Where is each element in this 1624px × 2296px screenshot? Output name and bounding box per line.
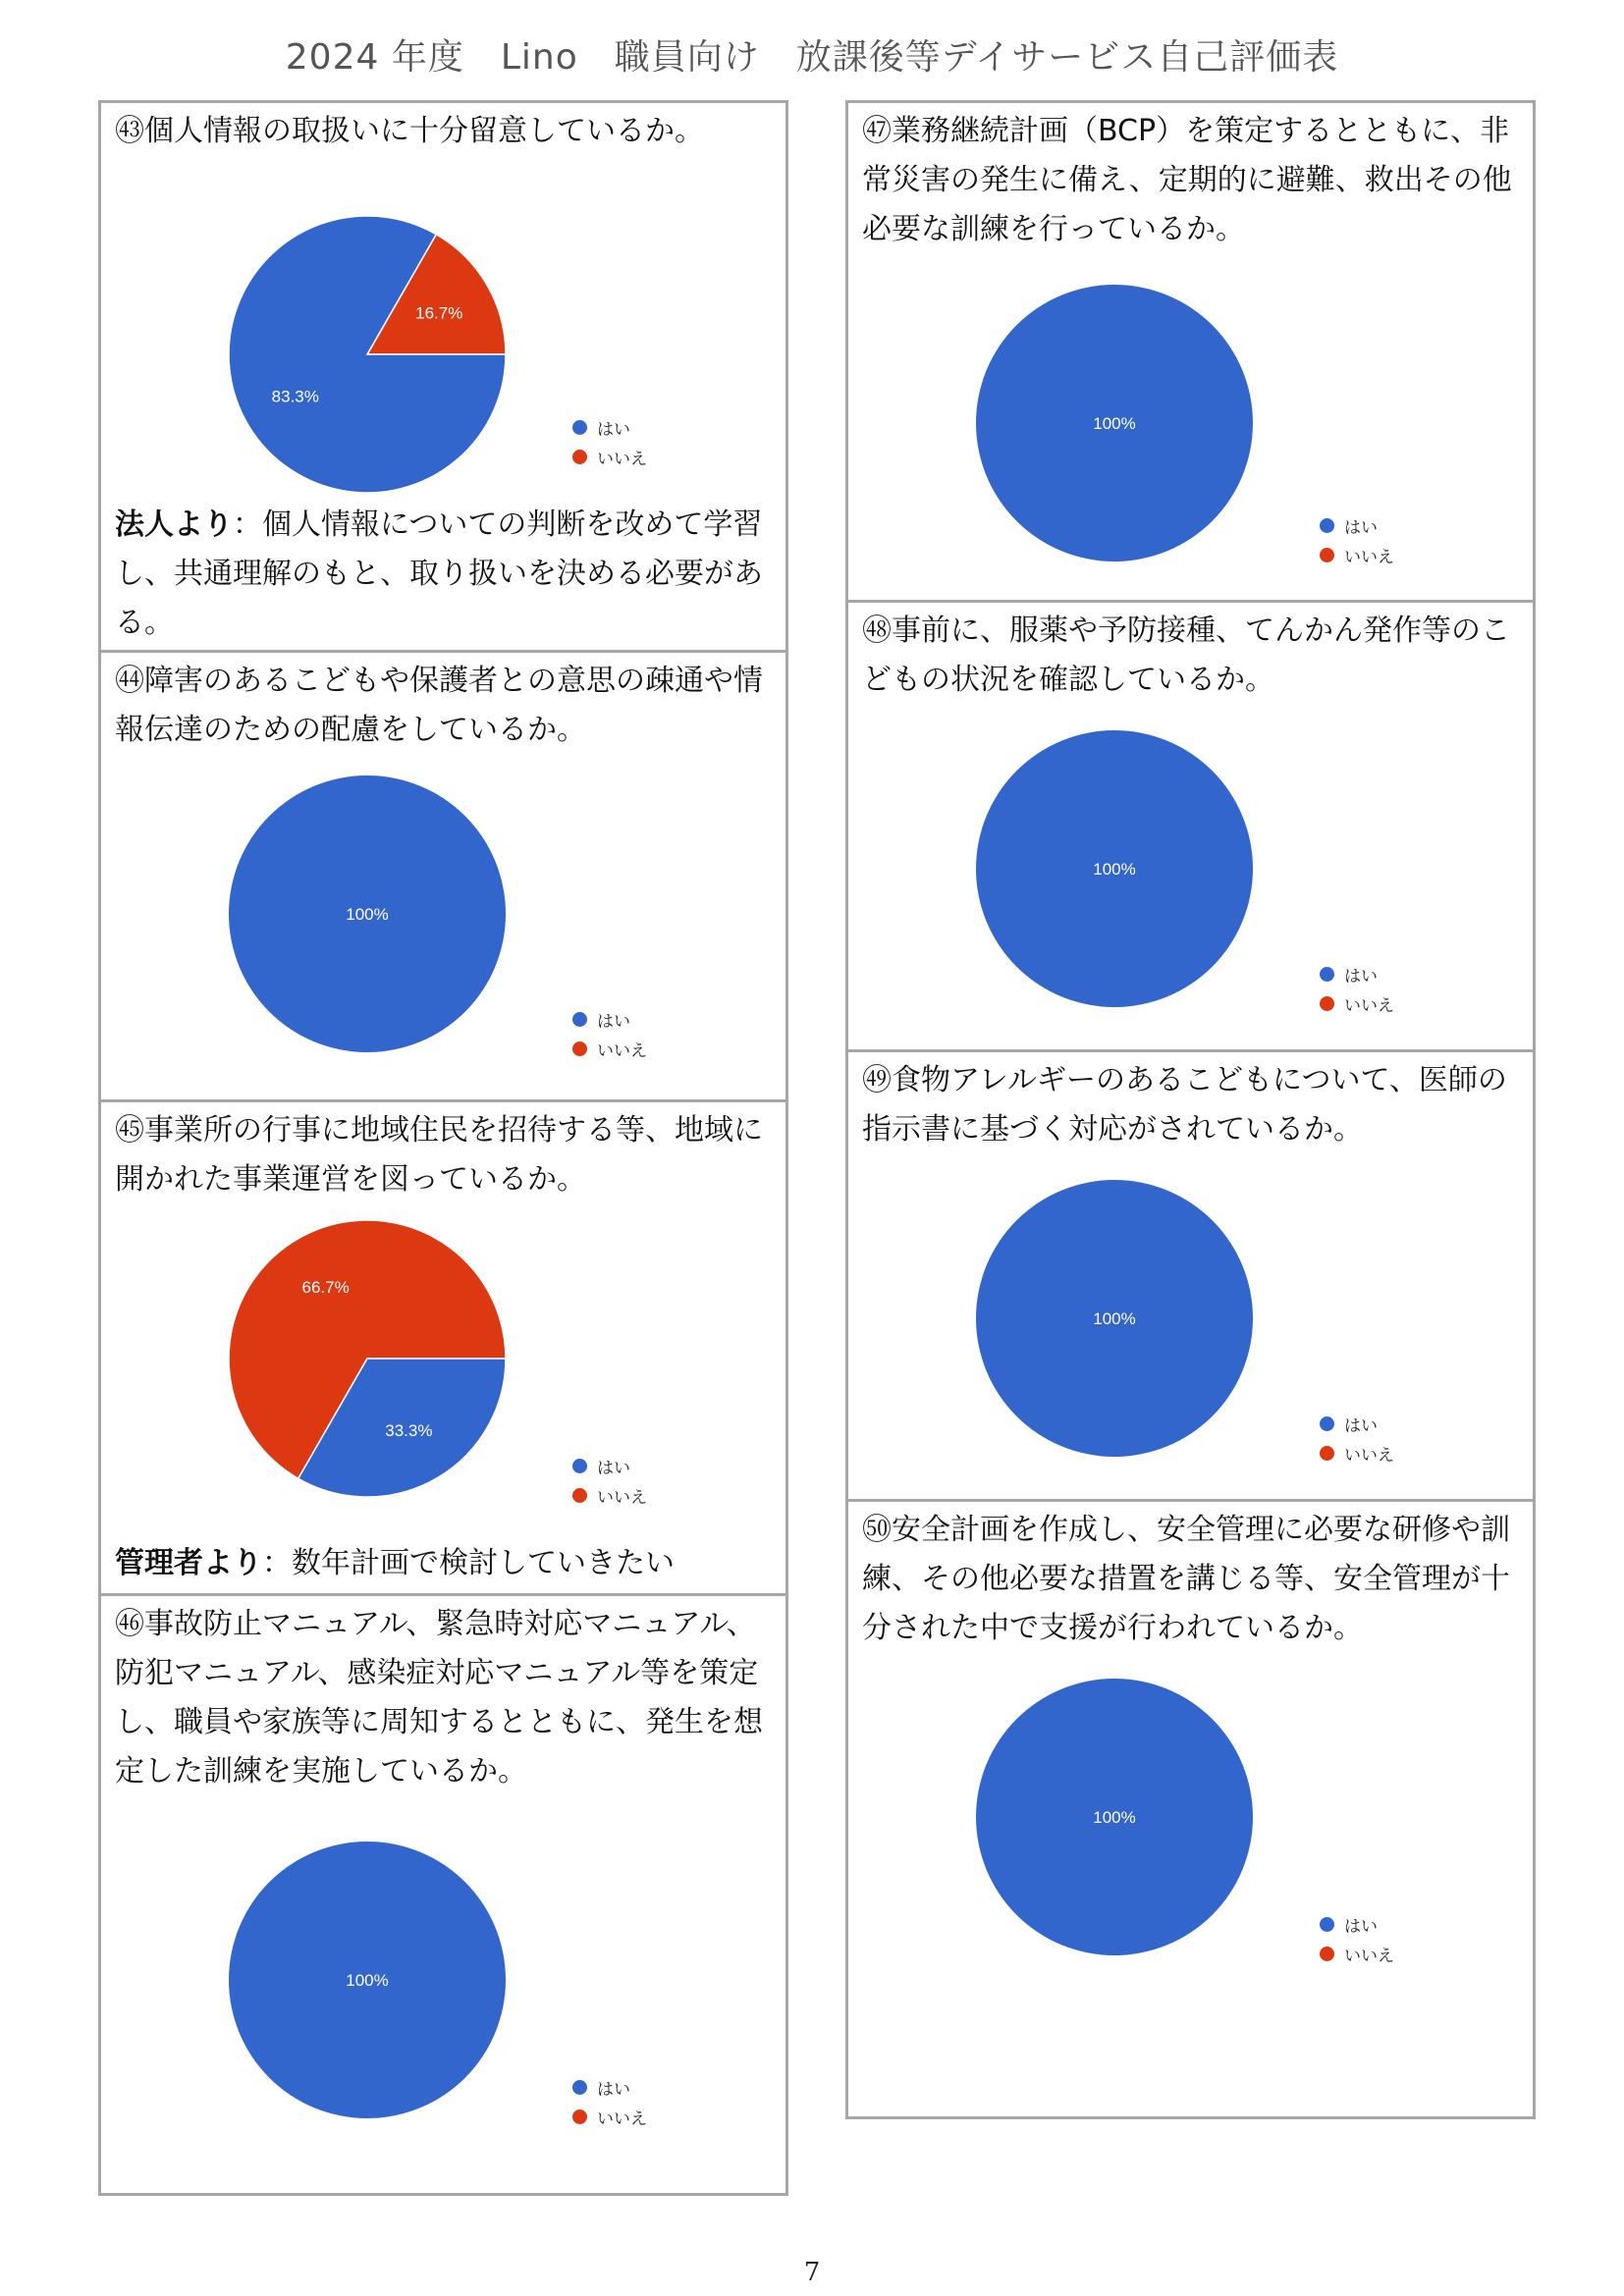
pie-data-label-yes: 83.3% bbox=[271, 387, 319, 406]
legend-dot-yes-icon bbox=[1320, 1917, 1334, 1932]
question-card-48 bbox=[845, 600, 1536, 1052]
legend-dot-no-icon bbox=[1320, 996, 1334, 1011]
pie-svg-q48 bbox=[976, 730, 1253, 1007]
legend-label-no: いいえ bbox=[597, 449, 647, 469]
legend-item-yes bbox=[572, 1451, 647, 1480]
question-text-48: ㊽事前に、服薬や予防接種、てんかん発作等のこどもの状況を確認しているか。 bbox=[862, 614, 1510, 697]
pie-chart-43 bbox=[229, 216, 506, 493]
legend-label-yes: はい bbox=[597, 1011, 630, 1032]
question-text-44: ㊹障害のあるこどもや保護者との意思の疎通や情報伝達のための配慮をしているか。 bbox=[115, 664, 763, 747]
comment-43 bbox=[115, 501, 777, 648]
legend-item-no bbox=[1320, 988, 1394, 1018]
legend-label-no: いいえ bbox=[1344, 995, 1394, 1016]
legend-dot-no-icon bbox=[572, 1041, 587, 1056]
question-card-49 bbox=[845, 1049, 1536, 1502]
legend-dot-yes-icon bbox=[572, 1459, 587, 1473]
legend-item-no bbox=[572, 1480, 647, 1510]
legend-item-no bbox=[572, 2102, 647, 2131]
legend-item-yes bbox=[572, 2072, 647, 2102]
pie-svg-q45 bbox=[229, 1220, 506, 1497]
question-card-50 bbox=[845, 1499, 1536, 2119]
legend-label-no: いいえ bbox=[1344, 547, 1394, 567]
pie-data-label-yes: 100% bbox=[1093, 1808, 1136, 1827]
question-text-50: ㊿安全計画を作成し、安全管理に必要な研修や訓練、その他必要な措置を講じる等、安全管理が十分された中で支援が行われているか。 bbox=[862, 1513, 1510, 1645]
chart-legend-43 bbox=[572, 412, 647, 471]
page-title: 2024 年度 Lino 職員向け 放課後等デイサービス自己評価表 bbox=[285, 37, 1339, 78]
legend-label-yes: はい bbox=[597, 2079, 630, 2100]
legend-item-no bbox=[1320, 540, 1394, 569]
question-card-43 bbox=[98, 100, 788, 653]
legend-dot-yes-icon bbox=[572, 1012, 587, 1027]
question-card-45 bbox=[98, 1099, 788, 1596]
question-card-44 bbox=[98, 650, 788, 1102]
chart-legend-44 bbox=[572, 1004, 647, 1063]
left-column bbox=[98, 100, 788, 2196]
right-column bbox=[845, 100, 1536, 2119]
pie-svg-q46 bbox=[229, 1842, 506, 2118]
legend-dot-no-icon bbox=[572, 1488, 587, 1503]
chart-legend-45 bbox=[572, 1451, 647, 1510]
question-text-47: ㊼業務継続計画（BCP）を策定するとともに、非常災害の発生に備え、定期的に避難、救出その他必要な訓練を行っているか。 bbox=[862, 114, 1512, 246]
legend-label-yes: はい bbox=[597, 1458, 630, 1478]
pie-chart-48 bbox=[976, 730, 1253, 1007]
pie-svg-q49 bbox=[976, 1180, 1253, 1457]
pie-data-label-yes: 33.3% bbox=[385, 1421, 433, 1441]
legend-item-no bbox=[572, 442, 647, 471]
question-text-45: ㊺事業所の行事に地域住民を招待する等、地域に開かれた事業運営を図っているか。 bbox=[115, 1113, 763, 1197]
pie-data-label-no: 16.7% bbox=[415, 303, 463, 323]
legend-dot-yes-icon bbox=[1320, 1416, 1334, 1431]
legend-label-no: いいえ bbox=[1344, 1445, 1394, 1466]
page-number: 7 bbox=[803, 2258, 821, 2287]
legend-item-no bbox=[1320, 1939, 1394, 1968]
legend-dot-yes-icon bbox=[1320, 518, 1334, 533]
pie-chart-49 bbox=[976, 1180, 1253, 1457]
pie-chart-46 bbox=[229, 1842, 506, 2118]
question-text-46: ㊻事故防止マニュアル、緊急時対応マニュアル、防犯マニュアル、感染症対応マニュアル等を策定し、職員や家族等に周知するとともに、発生を想定した訓練を実施しているか。 bbox=[115, 1607, 763, 1789]
pie-svg-q47 bbox=[976, 285, 1253, 561]
chart-legend-50 bbox=[1320, 1909, 1394, 1968]
comment-label-43: 法人より bbox=[115, 507, 233, 542]
pie-chart-47 bbox=[976, 285, 1253, 561]
comment-45 bbox=[115, 1539, 777, 1588]
comment-text-45: ：数年計画で検討していきたい bbox=[262, 1546, 675, 1580]
legend-dot-no-icon bbox=[1320, 548, 1334, 562]
legend-label-yes: はい bbox=[1344, 966, 1378, 987]
legend-dot-yes-icon bbox=[572, 420, 587, 435]
legend-item-yes bbox=[1320, 959, 1394, 988]
chart-legend-48 bbox=[1320, 959, 1394, 1018]
legend-item-yes bbox=[1320, 1409, 1394, 1438]
legend-dot-no-icon bbox=[572, 450, 587, 464]
chart-legend-49 bbox=[1320, 1409, 1394, 1468]
legend-item-yes bbox=[1320, 510, 1394, 540]
legend-label-yes: はい bbox=[597, 419, 630, 440]
pie-svg-q44 bbox=[229, 775, 506, 1052]
legend-item-yes bbox=[572, 412, 647, 442]
question-text-43: ㊸個人情報の取扱いに十分留意しているか。 bbox=[115, 114, 704, 148]
legend-label-yes: はい bbox=[1344, 1916, 1378, 1937]
legend-label-yes: はい bbox=[1344, 517, 1378, 538]
question-card-46 bbox=[98, 1593, 788, 2196]
pie-data-label-yes: 100% bbox=[1093, 414, 1136, 433]
legend-item-no bbox=[572, 1034, 647, 1063]
legend-label-yes: はい bbox=[1344, 1415, 1378, 1436]
legend-label-no: いいえ bbox=[597, 1041, 647, 1061]
pie-data-label-yes: 100% bbox=[346, 905, 389, 924]
legend-label-no: いいえ bbox=[597, 1487, 647, 1508]
pie-chart-44 bbox=[229, 775, 506, 1052]
legend-label-no: いいえ bbox=[597, 2109, 647, 2129]
legend-dot-no-icon bbox=[1320, 1947, 1334, 1961]
legend-dot-no-icon bbox=[572, 2109, 587, 2124]
legend-item-yes bbox=[1320, 1909, 1394, 1939]
legend-dot-yes-icon bbox=[1320, 967, 1334, 982]
question-card-47 bbox=[845, 100, 1536, 603]
pie-data-label-no: 66.7% bbox=[301, 1277, 350, 1297]
legend-item-yes bbox=[572, 1004, 647, 1034]
question-text-49: ㊾食物アレルギーのあるこどもについて、医師の指示書に基づく対応がされているか。 bbox=[862, 1063, 1507, 1147]
legend-dot-yes-icon bbox=[572, 2080, 587, 2095]
legend-label-no: いいえ bbox=[1344, 1946, 1394, 1966]
legend-item-no bbox=[1320, 1438, 1394, 1468]
chart-legend-47 bbox=[1320, 510, 1394, 569]
pie-svg-q50 bbox=[976, 1679, 1253, 1955]
chart-legend-46 bbox=[572, 2072, 647, 2131]
pie-chart-50 bbox=[976, 1679, 1253, 1955]
pie-chart-45 bbox=[229, 1220, 506, 1497]
legend-dot-no-icon bbox=[1320, 1446, 1334, 1461]
pie-data-label-yes: 100% bbox=[1093, 1309, 1136, 1328]
comment-label-45: 管理者より bbox=[115, 1546, 262, 1580]
pie-svg-q43 bbox=[229, 216, 506, 493]
comment-text-43: ：個人情報についての判断を改めて学習し、共通理解のもと、取り扱いを決める必要がある。 bbox=[115, 507, 763, 640]
pie-data-label-yes: 100% bbox=[1093, 860, 1136, 879]
pie-data-label-yes: 100% bbox=[346, 1971, 389, 1990]
